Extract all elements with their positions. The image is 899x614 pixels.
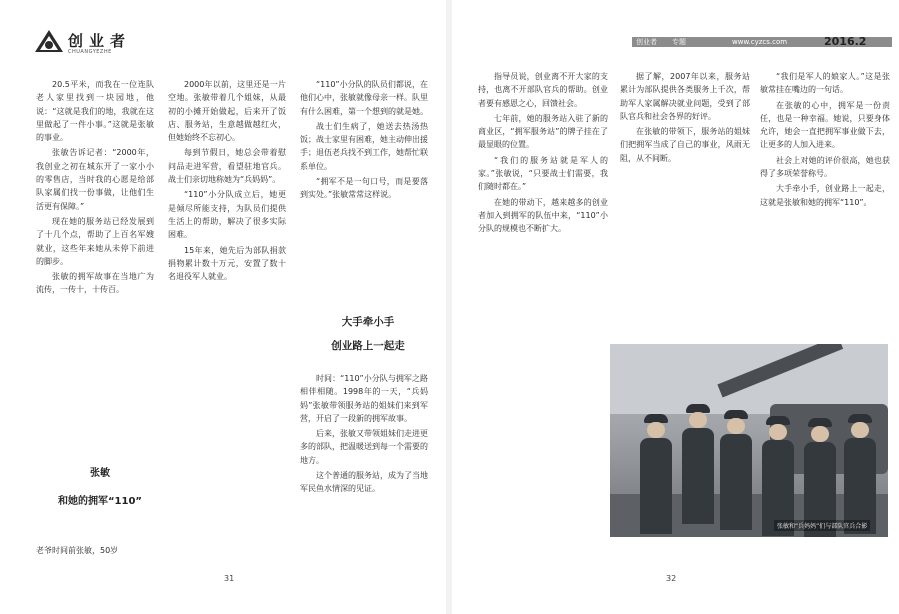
paragraph: “我们的服务站就是军人的家。”张敏说，“只要战士们需要，我们随时都在。” [478, 155, 608, 192]
section-subhead [308, 315, 428, 354]
paragraph: 张敏的拥军故事在当地广为流传，一传十，十传百。 [36, 272, 154, 295]
paragraph: “拥军不是一句口号，而是要落到实处。”张敏常常这样说。 [300, 177, 428, 200]
issue-number: 2016.2 [824, 35, 867, 48]
photo-person [760, 416, 796, 536]
byline-title: 和她的拥军“110” [57, 496, 143, 507]
paragraph: “110”小分队成立后，她更是倾尽所能支持，为队员们提供生活上的帮助，解决了很多实际困难。 [168, 190, 286, 240]
right-page [452, 0, 899, 614]
paragraph: 2000年以前，这里还是一片空地。张敏带着几个姐妹，从最初的小摊开始做起，后来开了饭店、服务站，生意越做越红火，但她始终不忘初心。 [168, 80, 286, 143]
paragraph: 这个普通的服务站，成为了当地军民鱼水情深的见证。 [300, 471, 428, 494]
article-byline [50, 466, 150, 510]
photo-person [842, 414, 878, 534]
running-title: 创业者 [636, 38, 657, 46]
article-photo [610, 344, 888, 537]
paragraph: 15年来，她先后为部队捐款捐物累计数十万元，安置了数十名退役军人就业。 [168, 245, 286, 282]
paragraph: 每到节假日，她总会带着慰问品走进军营，看望驻地官兵。战士们亲切地称她为“兵妈妈”。 [168, 148, 286, 185]
left-page [0, 0, 446, 614]
page-number: 32 [666, 574, 677, 583]
running-section: 专题 [672, 38, 686, 46]
paragraph: 七年前，她的服务站入驻了新的商业区，“拥军服务站”的牌子挂在了最显眼的位置。 [478, 113, 608, 150]
subhead-line-1: 大手牵小手 [341, 316, 395, 328]
paragraph: 后来，张敏又带领姐妹们走进更多的部队，把温暖送到每一个需要的地方。 [300, 429, 428, 465]
left-column-1 [36, 78, 154, 458]
subhead-line-2: 创业路上一起走 [331, 340, 405, 352]
right-column-3 [760, 70, 890, 336]
paragraph: 在张敏的心中，拥军是一份责任，也是一种幸福。她说，只要身体允许，她会一直把拥军事业做下去，让更多的人加入进来。 [760, 100, 890, 150]
byline-name: 张敏 [90, 468, 110, 479]
paragraph: 据了解，2007年以来，服务站累计为部队提供各类服务上千次，帮助军人家属解决就业问题，受到了部队官兵和社会各界的好评。 [620, 72, 750, 121]
paragraph: “我们是军人的娘家人。”这是张敏常挂在嘴边的一句话。 [760, 72, 890, 95]
photo-person [718, 410, 754, 530]
paragraph: “110”小分队的队员们都说，在他们心中，张敏就像母亲一样。队里有什么困难，第一个想到的就是她。 [300, 80, 428, 116]
paragraph: 大手牵小手，创业路上一起走，这就是张敏和她的拥军“110”。 [760, 184, 890, 207]
paragraph: 在张敏的带领下，服务站的姐妹们把拥军当成了自己的事业，风雨无阻，从不间断。 [620, 127, 750, 163]
right-column-1 [478, 70, 608, 558]
paragraph: 时间：“110”小分队与拥军之路相伴相随。1998年的一天，“兵妈妈”张敏带领服务站的姐妹们来到军营，开启了一段新的拥军故事。 [300, 374, 428, 423]
byline-text: 老爷时间前张敏，50岁 [36, 546, 119, 555]
brand-logo-icon [34, 29, 64, 53]
page-number: 31 [224, 574, 235, 583]
brand-title: 创业者 [68, 32, 132, 50]
paragraph: 20.5平米，而我在一位连队老人家里找到一块园地，他说：“这就是我们的地，我就在这里做起了一件小事。”这就是张敏的事业。 [36, 80, 154, 143]
paragraph: 指导员说，创业离不开大家的支持，也离不开部队官兵的帮助。创业者要有感恩之心，回馈社会。 [478, 72, 608, 108]
left-column-3b [300, 372, 428, 562]
paragraph: 在她的带动下，越来越多的创业者加入到拥军的队伍中来，“110”小分队的规模也不断扩大。 [478, 197, 608, 234]
paragraph: 战士们生病了，她送去热汤热饭；战士家里有困难，她主动伸出援手；退伍老兵找不到工作，她帮忙联系单位。 [300, 121, 428, 171]
photo-caption: 张敏和“兵妈妈”们与部队官兵合影 [774, 520, 870, 531]
left-column-3 [300, 78, 428, 300]
brand-subtitle: CHUANGYEZHE [68, 49, 112, 55]
paragraph: 现在她的服务站已经发展到了十几个点，帮助了上百名军嫂就业，这些年来她从未停下前进的脚步。 [36, 216, 154, 266]
left-column-2 [168, 78, 286, 558]
running-url: www.cyzcs.com [732, 38, 788, 46]
paragraph: 社会上对她的评价很高，她也获得了多项荣誉称号。 [760, 155, 890, 179]
photo-person [680, 404, 716, 524]
right-column-2 [620, 70, 750, 336]
paragraph: 张敏告诉记者：“2000年，我创业之初在城东开了一家小小的零售店，当时我的心愿是给部队家属们找一份事做，让他们生活更有保障。” [36, 148, 154, 211]
photo-person [638, 414, 674, 534]
